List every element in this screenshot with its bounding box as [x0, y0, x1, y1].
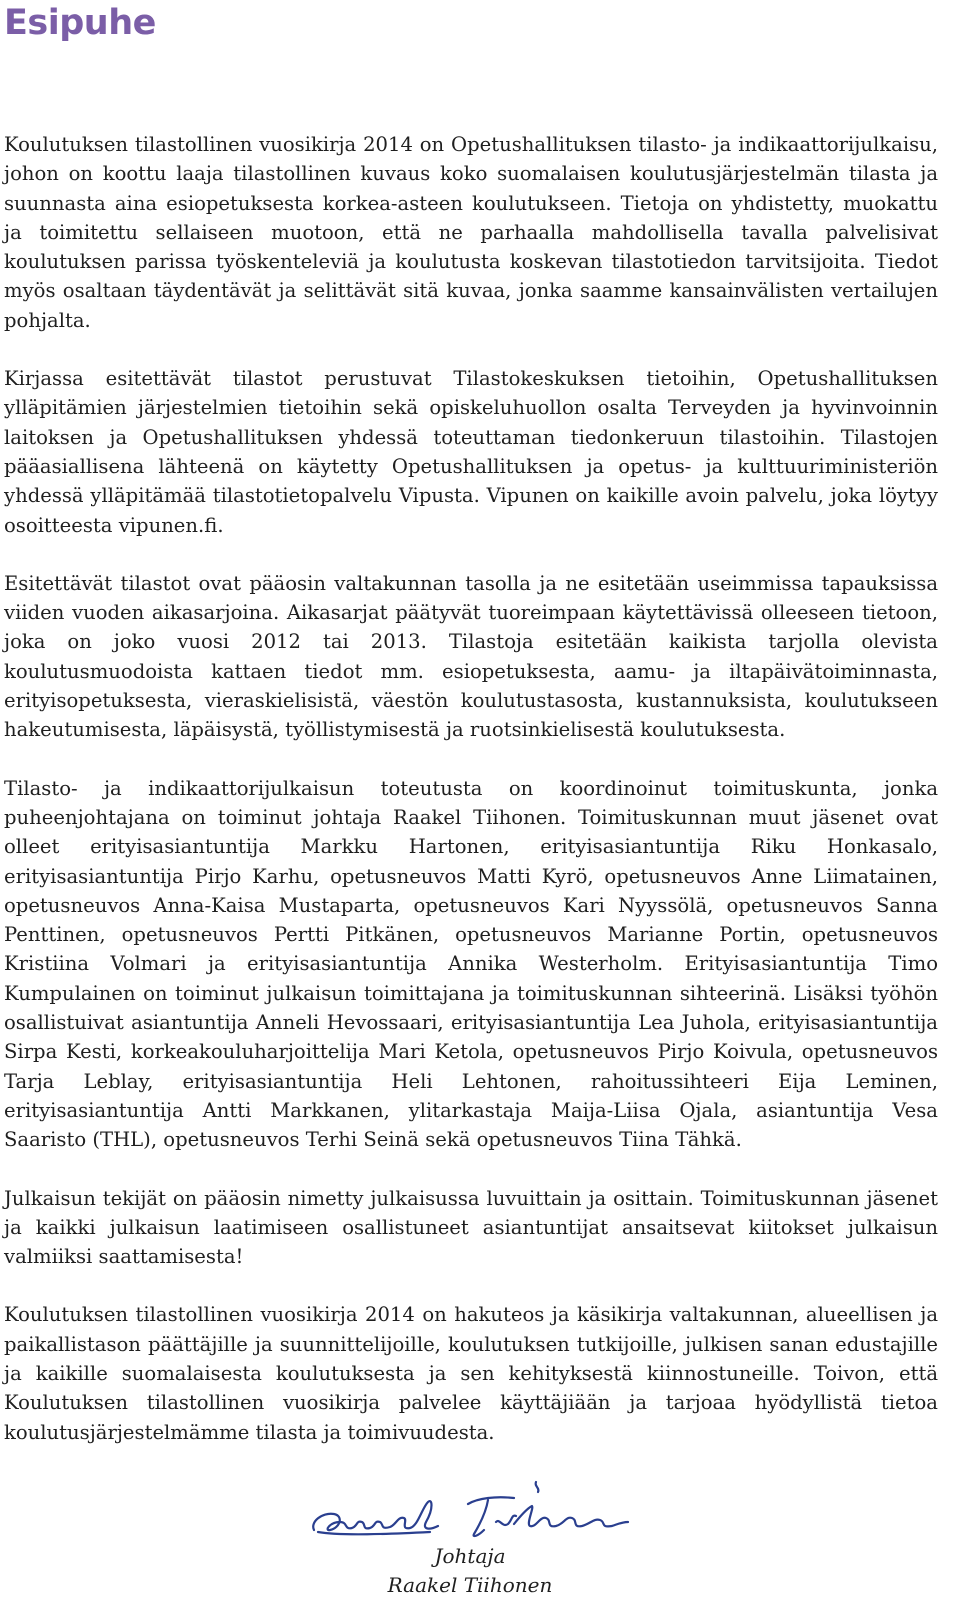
signer-name: Raakel Tiihonen [387, 1573, 553, 1597]
page-title: Esipuhe [4, 3, 156, 43]
paragraph-2: Kirjassa esitettävät tilastot perustuvat Tilastokeskuksen tietoihin, Opetushallituksen ylläpitämien järjestelmien tietoihin sekä opiskeluhuollon osalta Terveyden ja hyvinvoinnin laitoksen ja Opetushallituksen yhdessä toteuttaman tiedonkeruun tilastoihin. Tilastojen pääasiallisena lähteenä on käytetty Opetushallituksen ja opetus- ja kulttuuriministeriön yhdessä ylläpitämää tilastotietopalvelu Vipusta. Vipunen on kaikille avoin palvelu, joka löytyy osoitteesta vipunen.fi. [4, 367, 938, 537]
handwritten-signature [300, 1478, 640, 1548]
paragraph-1: Koulutuksen tilastollinen vuosikirja 2014 on Opetushallituksen tilasto- ja indikaattorijulkaisu, johon on koottu laaja tilastollinen kuvaus koko suomalaisen koulutusjärjestelmän tilasta ja suunnasta aina esiopetuksesta korkea-asteen koulutukseen. Tietoja on yhdistetty, muokattu ja toimitettu sellaiseen muotoon, että ne parhaalla mahdollisella tavalla palvelisivat koulutuksen parissa työskenteleviä ja koulutusta koskevan tilastotiedon tarvitsijoita. Tiedot myös osaltaan täydentävät ja selittävät sitä kuvaa, jonka saamme kansainvälisten vertailujen pohjalta. [4, 133, 938, 332]
signer-title: Johtaja [434, 1544, 506, 1568]
paragraph-3: Esitettävät tilastot ovat pääosin valtakunnan tasolla ja ne esitetään useimmissa tapauksissa viiden vuoden aikasarjoina. Aikasarjat päätyvät tuoreimpaan käytettävissä olleeseen tietoon, joka on joko vuosi 2012 tai 2013. Tilastoja esitetään kaikista tarjolla olevista koulutusmuodoista kattaen tiedot mm. esiopetuksesta, aamu- ja iltapäivätoiminnasta, erityisopetuksesta, vieraskielisistä, väestön koulutustasosta, kustannuksista, koulutukseen hakeutumisesta, läpäisystä, työllistymisestä ja ruotsinkielisestä koulutuksesta. [4, 571, 938, 742]
signature-block [300, 1478, 660, 1608]
paragraph-4: Tilasto- ja indikaattorijulkaisun toteutusta on koordinoinut toimituskunta, jonka puheenjohtajana on toiminut johtaja Raakel Tiihonen. Toimituskunnan muut jäsenet ovat olleet erityisasiantuntija Markku Hartonen, erityisasiantuntija Riku Honkasalo, erityisasiantuntija Pirjo Karhu, opetusneuvos Matti Kyrö, opetusneuvos Anne Liimatainen, opetusneuvos Anna-Kaisa Mustaparta, opetusneuvos Kari Nyyssölä, opetusneuvos Sanna Penttinen, opetusneuvos Pertti Pitkänen, opetusneuvos Marianne Portin, opetusneuvos Kristiina Volmari ja erityisasiantuntija Annika Westerholm. Erityisasiantuntija Timo Kumpulainen on toiminut julkaisun toimittajana ja toimituskunnan sihteerinä. Lisäksi työhön osallistuivat asiantuntija Anneli Hevossaari, erityisasiantuntija Lea Juhola, erityisasiantuntija Sirpa Kesti, korkeakouluharjoittelija Mari Ketola, opetusneuvos Pirjo Koivula, opetusneuvos Tarja Leblay, erityisasiantuntija Heli Lehtonen, rahoitussihteeri Eija Leminen, erityisasiantuntija Antti Markkanen, ylitarkastaja Maija-Liisa Ojala, asiantuntija Vesa Saaristo (THL), opetusneuvos Terhi Seinä sekä opetusneuvos Tiina Tähkä. [4, 776, 938, 1152]
paragraph-5: Julkaisun tekijät on pääosin nimetty julkaisussa luvuittain ja osittain. Toimituskunnan jäsenet ja kaikki julkaisun laatimiseen osallistuneet asiantuntijat ansaitsevat kiitokset julkaisun valmiiksi saattamisesta! [4, 1186, 938, 1269]
body-text [4, 130, 938, 1476]
paragraph-6: Koulutuksen tilastollinen vuosikirja 2014 on hakuteos ja käsikirja valtakunnan, alueellisen ja paikallistason päättäjille ja suunnittelijoille, koulutuksen tutkijoille, julkisen sanan edustajille ja kaikille suomalaisesta koulutuksesta ja sen kehityksestä kiinnostuneille. Toivon, että Koulutuksen tilastollinen vuosikirja palvelee käyttäjiään ja tarjoaa hyödyllistä tietoa koulutusjärjestelmämme tilasta ja toimivuudesta. [4, 1303, 938, 1444]
